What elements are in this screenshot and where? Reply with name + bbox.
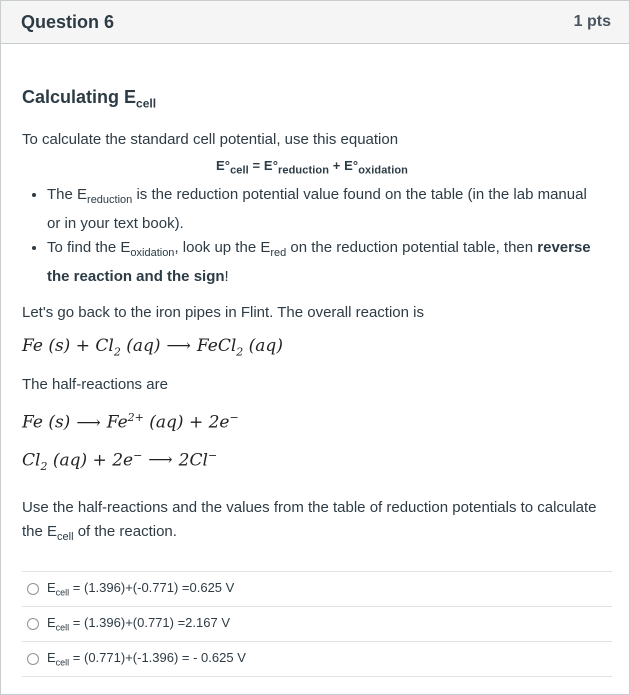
question-body: [22, 87, 602, 549]
bullet-reduction: [47, 183, 602, 236]
rxn-part: Fe: [106, 412, 128, 433]
ans-sub: cell: [55, 622, 70, 633]
question-header: [1, 1, 629, 44]
cell-potential-equation: [22, 158, 602, 177]
ans-sub: cell: [55, 657, 70, 668]
question-points: 1 pts: [573, 13, 611, 30]
eq-part: + E°: [329, 158, 359, 173]
rxn-part: Fe (s): [22, 412, 71, 433]
arrow-icon: ⟶: [76, 412, 101, 433]
bullet-bold: reverse the reaction and the sign: [47, 238, 591, 285]
bullet-sub: oxidation: [130, 246, 175, 259]
bullet-text: on the reduction potential table, then: [286, 238, 538, 256]
half-reaction-2: [22, 444, 602, 479]
ans-part: E: [47, 650, 56, 666]
arrow-icon: ⟶: [148, 450, 173, 471]
rxn-part: Fe (s) + Cl: [22, 335, 114, 356]
bullet-list: [22, 183, 602, 289]
ans-part: = (1.396)+(0.771) =2.167 V: [69, 615, 230, 631]
rxn-sup: −: [229, 410, 239, 424]
half-reaction-1: [22, 406, 602, 435]
rxn-part: (aq) + 2e: [143, 412, 230, 433]
bullet-text: , look up the E: [174, 238, 271, 256]
answer-label: [47, 580, 234, 598]
answer-option-3[interactable]: [22, 641, 612, 677]
bullet-text: !: [224, 267, 229, 285]
ans-sub: cell: [55, 587, 70, 598]
bullet-sub: reduction: [87, 193, 133, 206]
question-title: Question 6: [21, 11, 115, 32]
rxn-part: (aq): [243, 335, 283, 356]
eq-sub: reduction: [278, 164, 330, 177]
radio-button[interactable]: [27, 653, 39, 665]
eq-part: = E°: [248, 158, 278, 173]
section-heading: [22, 87, 602, 115]
ans-part: = (0.771)+(-1.396) = - 0.625 V: [69, 650, 246, 666]
bullet-sub: red: [270, 246, 287, 259]
answer-label: [47, 615, 230, 633]
flint-text: Let's go back to the iron pipes in Flint. The overall reaction is: [22, 303, 424, 321]
bullet-text: The E: [47, 185, 88, 203]
heading-subscript: cell: [136, 96, 157, 111]
overall-reaction: [22, 334, 602, 364]
task-part: of the reaction.: [73, 522, 177, 540]
task-text: [22, 496, 602, 549]
task-part: Use the half-reactions and the values from the table of reduction potentials to calculate the E: [22, 498, 597, 540]
ans-part: = (1.396)+(-0.771) =0.625 V: [69, 580, 235, 596]
eq-sub: oxidation: [358, 164, 408, 177]
rxn-part: FeCl: [196, 335, 237, 356]
rxn-part: 2Cl: [178, 450, 208, 471]
bullet-text: To find the E: [47, 238, 131, 256]
rxn-sup: −: [207, 448, 218, 462]
ans-part: E: [47, 580, 56, 596]
radio-button[interactable]: [27, 583, 39, 595]
bullet-text: is the reduction potential value found on the table (in the lab manual or in your text book).: [47, 185, 587, 232]
rxn-part: Cl: [22, 450, 41, 471]
task-sub: cell: [57, 530, 74, 543]
rxn-part: (aq) + 2e: [47, 450, 134, 471]
rxn-sub: 2: [40, 459, 48, 473]
arrow-icon: ⟶: [166, 335, 191, 356]
heading-text: Calculating E: [22, 87, 137, 107]
answer-label: [47, 650, 246, 668]
eq-sub: cell: [230, 164, 249, 177]
answer-option-1[interactable]: [22, 571, 612, 606]
half-reactions-label: The half-reactions are: [22, 375, 168, 393]
ans-part: E: [47, 615, 56, 631]
bullet-oxidation: [47, 236, 602, 289]
rxn-sub: 2: [113, 344, 121, 358]
eq-part: E°: [215, 158, 231, 173]
radio-button[interactable]: [27, 618, 39, 630]
rxn-sub: 2: [236, 344, 244, 358]
answer-list: [22, 571, 612, 677]
answer-option-2[interactable]: [22, 606, 612, 641]
rxn-sup: −: [133, 448, 143, 462]
rxn-sup: 2+: [127, 410, 144, 424]
rxn-part: (aq): [120, 335, 161, 356]
intro-text: To calculate the standard cell potential, use this equation: [22, 131, 399, 148]
